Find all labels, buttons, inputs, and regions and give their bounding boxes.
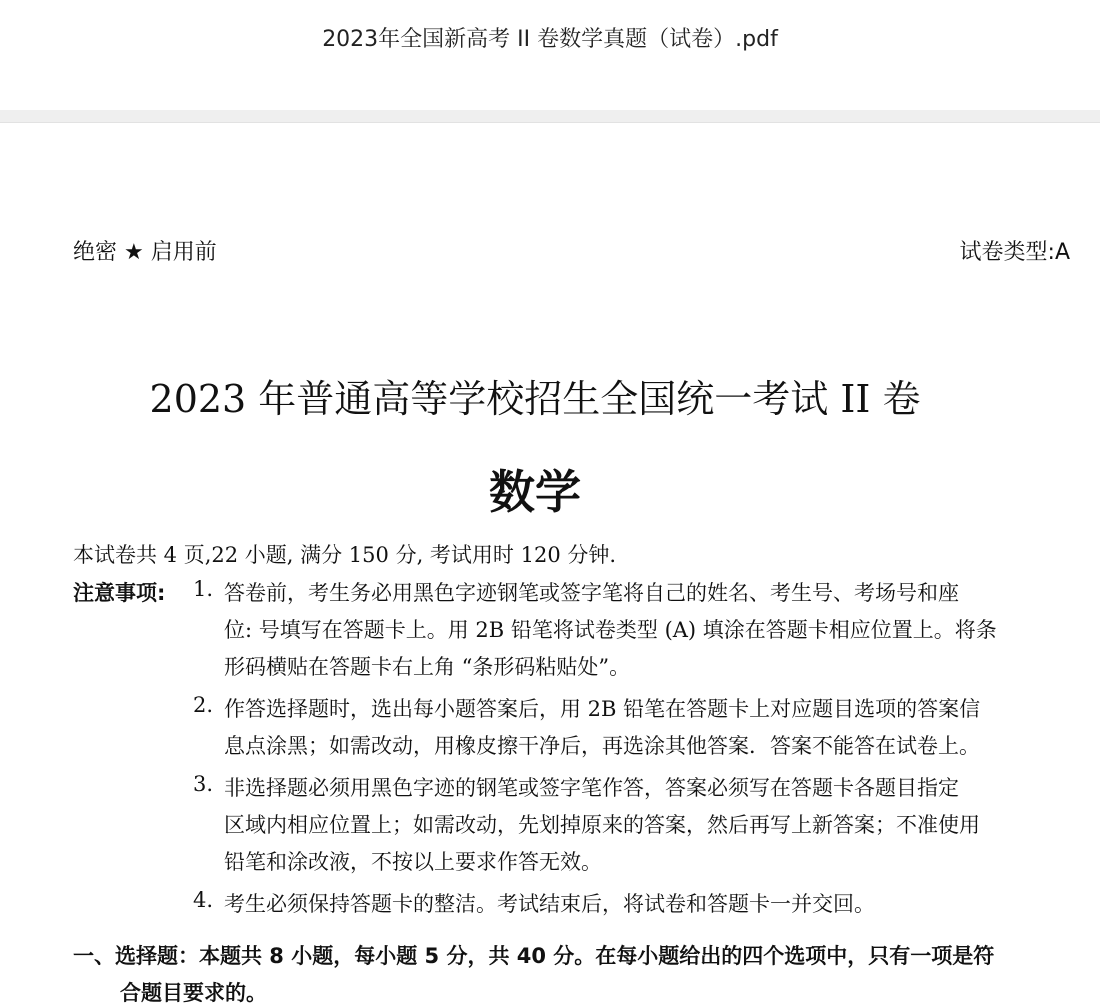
notice-label: 注意事项: xyxy=(73,581,166,605)
notice-number: 3. xyxy=(193,772,214,796)
pdf-page[interactable] xyxy=(0,123,1100,1005)
exam-title: 2023 年普通高等学校招生全国统一考试 II 卷 xyxy=(149,377,921,421)
notice-line: 区域内相应位置上；如需改动，先划掉原来的答案，然后再写上新答案；不准使用 xyxy=(224,813,980,837)
notice-number: 4. xyxy=(193,888,214,912)
notice-line: 考生必须保持答题卡的整洁。考试结束后，将试卷和答题卡一并交回。 xyxy=(224,892,875,916)
subject-title: 数学 xyxy=(489,465,581,519)
notice-line: 作答选择题时，选出每小题答案后，用 2B 铅笔在答题卡上对应题目选项的答案信 xyxy=(224,697,981,721)
toolbar-separator xyxy=(0,110,1100,123)
notice-line: 位: 号填写在答题卡上。用 2B 铅笔将试卷类型 (A) 填涂在答题卡相应位置上。将条 xyxy=(224,618,997,642)
notice-number: 2. xyxy=(193,693,214,717)
exam-intro: 本试卷共 4 页,22 小题, 满分 150 分, 考试用时 120 分钟. xyxy=(73,543,617,567)
notice-line: 形码横贴在答题卡右上角 “条形码粘贴处”。 xyxy=(224,655,631,679)
section-heading-continued: 合题目要求的。 xyxy=(120,981,267,1005)
notice-line: 息点涂黑；如需改动，用橡皮擦干净后，再选涂其他答案．答案不能答在试卷上。 xyxy=(224,734,980,758)
notice-line: 非选择题必须用黑色字迹的钢笔或签字笔作答，答案必须写在答题卡各题目指定 xyxy=(224,776,959,800)
paper-type: 试卷类型:A xyxy=(959,240,1070,265)
notice-number: 1. xyxy=(193,577,214,601)
section-heading: 一、选择题：本题共 8 小题，每小题 5 分，共 40 分。在每小题给出的四个选项中，只有一项是符 xyxy=(73,944,995,968)
confidential-mark: 绝密 ★ 启用前 xyxy=(73,240,217,265)
window-titlebar xyxy=(0,0,1100,110)
notice-line: 铅笔和涂改液，不按以上要求作答无效。 xyxy=(224,850,602,874)
document-title: 2023年全国新高考 II 卷数学真题（试卷）.pdf xyxy=(322,27,778,52)
notice-line: 答卷前，考生务必用黑色字迹钢笔或签字笔将自己的姓名、考生号、考场号和座 xyxy=(224,581,959,605)
